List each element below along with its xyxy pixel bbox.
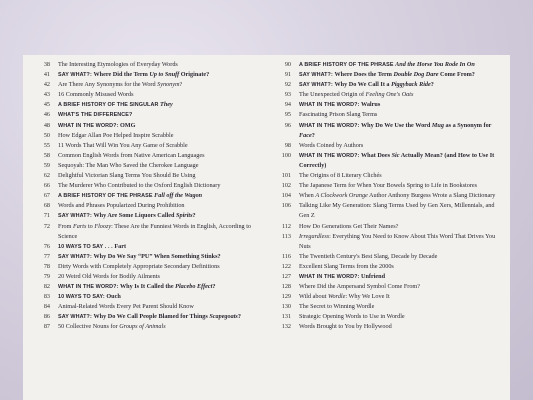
title-text: Spirits bbox=[176, 212, 193, 220]
title-text: Dirty Words with Completely Appropriate Secondary Definitions bbox=[58, 262, 220, 270]
entry-title bbox=[58, 242, 258, 252]
title-text: ? bbox=[212, 283, 216, 291]
page-number: 46 bbox=[43, 111, 50, 119]
entry-title bbox=[299, 110, 499, 120]
toc-entry bbox=[32, 262, 258, 272]
entry-title bbox=[299, 171, 499, 181]
toc-entry bbox=[32, 252, 258, 262]
entry-title bbox=[58, 201, 258, 211]
title-text: Actually Mean? (and How to Use It Correctly) bbox=[299, 151, 495, 169]
page-number: 71 bbox=[43, 212, 50, 220]
title-text: ? bbox=[237, 313, 241, 321]
title-text: Where Did the Ampersand Symbol Come From? bbox=[299, 283, 420, 291]
title-text: Floozy bbox=[94, 222, 112, 230]
page-number: 129 bbox=[281, 293, 291, 301]
title-text: Strategic Opening Words to Use in Wordle bbox=[299, 313, 405, 321]
page-number: 66 bbox=[43, 182, 50, 190]
toc-entry bbox=[273, 70, 499, 80]
section-label: SAY WHAT?: bbox=[58, 72, 94, 79]
toc-entry bbox=[32, 151, 258, 161]
toc-entry bbox=[273, 272, 499, 282]
title-text: The Unexpected Origin of bbox=[299, 91, 366, 99]
toc-entry bbox=[273, 181, 499, 191]
title-text: What Does bbox=[360, 151, 392, 159]
title-text: From bbox=[58, 222, 73, 230]
page-number: 96 bbox=[284, 121, 291, 129]
title-text: : Why We Love It bbox=[345, 293, 390, 301]
entry-title bbox=[299, 121, 499, 141]
toc-entry bbox=[32, 322, 258, 332]
entry-title bbox=[58, 262, 258, 272]
title-text: Why Do We Use the Word bbox=[360, 121, 432, 129]
title-text: ? bbox=[179, 81, 183, 89]
title-text: ? bbox=[192, 212, 196, 220]
page-number: 50 bbox=[43, 131, 50, 139]
title-text: Author Anthony Burgess Wrote a Slang Dictionary bbox=[367, 192, 496, 200]
page-number: 76 bbox=[43, 242, 50, 250]
title-text: Fart bbox=[114, 242, 127, 250]
toc-entry bbox=[32, 110, 258, 120]
title-text: Where Did the Term bbox=[93, 71, 150, 79]
title-text: 20 Weird Old Words for Bodily Ailments bbox=[58, 272, 160, 280]
title-text: The Secret to Winning Wordle bbox=[299, 303, 375, 311]
toc-entry bbox=[273, 292, 499, 302]
title-text: A Clockwork Orange bbox=[315, 192, 368, 200]
title-text: 50 Collective Nouns for bbox=[58, 323, 120, 331]
toc-entry bbox=[273, 100, 499, 110]
entry-title bbox=[299, 80, 499, 90]
title-text: Delightful Victorian Slang Terms You Should Be Using bbox=[58, 172, 196, 180]
page-number: 86 bbox=[43, 313, 50, 321]
title-text: Sic bbox=[391, 151, 400, 159]
entry-title bbox=[299, 151, 499, 171]
page-number: 68 bbox=[43, 202, 50, 210]
title-text: How Edgar Allan Poe Helped Inspire Scrabble bbox=[58, 131, 174, 139]
page-number: 94 bbox=[284, 101, 291, 109]
toc-column-left bbox=[32, 60, 258, 333]
page-number: 82 bbox=[43, 283, 50, 291]
page-number: 127 bbox=[281, 272, 291, 280]
toc-entry bbox=[273, 151, 499, 171]
title-text: Why Are Some Liquors Called bbox=[93, 212, 177, 220]
title-text: Why Do We Call It a bbox=[334, 81, 392, 89]
title-text: Piggyback Ride bbox=[391, 81, 431, 89]
title-text: : These Are the Funniest Words in English, According to Science bbox=[58, 222, 252, 240]
section-label: WHAT IN THE WORD?: bbox=[58, 284, 120, 291]
page-number: 98 bbox=[284, 141, 291, 149]
page-number: 112 bbox=[281, 222, 291, 230]
entry-title bbox=[299, 282, 499, 292]
title-text: Common English Words from Native American Languages bbox=[58, 151, 205, 159]
toc-entry bbox=[273, 232, 499, 252]
toc-entry bbox=[273, 141, 499, 151]
toc-entry bbox=[273, 252, 499, 262]
toc-page bbox=[23, 55, 510, 400]
entry-title bbox=[299, 60, 499, 70]
title-text: OMG bbox=[119, 121, 136, 129]
title-text: : Everything You Need to Know About This Word That Drives You Nuts bbox=[299, 232, 496, 250]
entry-title bbox=[58, 181, 258, 191]
page-number: 132 bbox=[281, 323, 291, 331]
section-label: WHAT'S THE DIFFERENCE? bbox=[58, 112, 133, 119]
section-label: 10 WAYS TO SAY . . . bbox=[58, 243, 115, 250]
toc-entry bbox=[273, 312, 499, 322]
entry-title bbox=[299, 312, 499, 322]
section-label: A BRIEF HISTORY OF THE SINGULAR bbox=[58, 102, 161, 109]
page-number: 104 bbox=[281, 192, 291, 200]
page-number: 45 bbox=[43, 101, 50, 109]
entry-title bbox=[299, 100, 499, 110]
toc-entry bbox=[273, 201, 499, 221]
section-label: SAY WHAT?: bbox=[58, 213, 94, 220]
toc-entry bbox=[273, 191, 499, 201]
title-text: 11 Words That Will Win You Any Game of Scrabble bbox=[58, 141, 188, 149]
page-number: 131 bbox=[281, 313, 291, 321]
title-text: Unfriend bbox=[360, 272, 386, 280]
title-text: Animal-Related Words Every Pet Parent Should Know bbox=[58, 303, 194, 311]
entry-title bbox=[299, 222, 499, 232]
title-text: The Interesting Etymologies of Everyday Words bbox=[58, 61, 178, 68]
entry-title bbox=[58, 161, 258, 171]
entry-title bbox=[299, 70, 499, 80]
entry-title bbox=[58, 282, 258, 292]
page-number: 101 bbox=[281, 172, 291, 180]
page-number: 90 bbox=[284, 61, 291, 68]
page-number: 92 bbox=[284, 81, 291, 89]
toc-entry bbox=[32, 141, 258, 151]
title-text: Originate? bbox=[179, 71, 210, 79]
entry-title bbox=[58, 80, 258, 90]
entry-title bbox=[58, 121, 258, 131]
page-number: 55 bbox=[43, 141, 50, 149]
title-text: The Murderer Who Contributed to the Oxford English Dictionary bbox=[58, 182, 221, 190]
page-number: 102 bbox=[281, 182, 291, 190]
entry-title bbox=[58, 272, 258, 282]
title-text: Groups of Animals bbox=[119, 323, 166, 331]
entry-title bbox=[58, 151, 258, 161]
page-number: 59 bbox=[43, 161, 50, 169]
entry-title bbox=[58, 141, 258, 151]
title-text: Face bbox=[299, 131, 312, 139]
toc-entry bbox=[32, 80, 258, 90]
title-text: Words Coined by Authors bbox=[299, 141, 364, 149]
entry-title bbox=[58, 70, 258, 80]
title-text: ? bbox=[311, 131, 315, 139]
title-text: Ouch bbox=[106, 293, 121, 301]
entry-title bbox=[58, 90, 258, 100]
section-label: WHAT IN THE WORD?: bbox=[299, 152, 361, 159]
toc-entry bbox=[273, 60, 499, 70]
entry-title bbox=[299, 90, 499, 100]
title-text: Why Do We Say “PU” When Something Stinks? bbox=[93, 252, 221, 260]
entry-title bbox=[58, 312, 258, 322]
title-text: Words Brought to You by Hollywood bbox=[299, 323, 392, 331]
title-text: Feeling One's Oats bbox=[365, 91, 414, 99]
entry-title bbox=[58, 60, 258, 70]
title-text: The Japanese Term for When Your Bowels Spring to Life in Bookstores bbox=[299, 182, 478, 190]
page-number: 91 bbox=[284, 71, 291, 79]
title-text: Synonym bbox=[157, 81, 180, 89]
entry-title bbox=[58, 211, 258, 221]
page-number: 130 bbox=[281, 303, 291, 311]
title-text: Irregardless bbox=[299, 232, 330, 240]
page-number: 43 bbox=[43, 91, 50, 99]
toc-entry bbox=[273, 171, 499, 181]
title-text: Fascinating Prison Slang Terms bbox=[299, 111, 378, 119]
page-number: 87 bbox=[43, 323, 50, 331]
page-number: 38 bbox=[43, 61, 50, 68]
entry-title bbox=[58, 100, 258, 110]
title-text: Words and Phrases Popularized During Prohibition bbox=[58, 202, 185, 210]
page-number: 83 bbox=[43, 293, 50, 301]
title-text: Mug bbox=[431, 121, 444, 129]
toc-entry bbox=[32, 60, 258, 70]
page-number: 100 bbox=[281, 151, 291, 159]
title-text: Come From? bbox=[438, 71, 475, 79]
section-label: A BRIEF HISTORY OF THE PHRASE bbox=[299, 62, 396, 68]
title-text: Walrus bbox=[360, 101, 381, 109]
toc-entry bbox=[32, 181, 258, 191]
toc-entry bbox=[32, 292, 258, 302]
section-label: WHAT IN THE WORD?: bbox=[299, 273, 361, 280]
toc-entry bbox=[273, 322, 499, 332]
title-text: Wordle bbox=[327, 293, 346, 301]
page-number: 79 bbox=[43, 272, 50, 280]
title-text: Wild about bbox=[299, 293, 328, 301]
entry-title bbox=[299, 252, 499, 262]
title-text: Where Does the Term bbox=[334, 71, 394, 79]
toc-entry bbox=[32, 121, 258, 131]
page-number: 62 bbox=[43, 172, 50, 180]
section-label: SAY WHAT?: bbox=[299, 72, 335, 79]
page-number: 93 bbox=[284, 91, 291, 99]
entry-title bbox=[299, 141, 499, 151]
title-text: Up to Snuff bbox=[149, 71, 180, 79]
entry-title bbox=[58, 171, 258, 181]
title-text: Farts bbox=[72, 222, 87, 230]
page-number: 78 bbox=[43, 262, 50, 270]
entry-title bbox=[58, 191, 258, 201]
toc-entry bbox=[32, 191, 258, 201]
section-label: SAY WHAT?: bbox=[58, 253, 94, 260]
section-label: WHAT IN THE WORD?: bbox=[58, 122, 120, 129]
title-text: Talking Like My Generation: Slang Terms Used by Gen Xers, Millennials, and Gen Z bbox=[299, 202, 495, 220]
toc-entry bbox=[32, 302, 258, 312]
entry-title bbox=[299, 292, 499, 302]
toc-entry bbox=[32, 100, 258, 110]
toc-entry bbox=[32, 70, 258, 80]
entry-title bbox=[299, 272, 499, 282]
toc-entry bbox=[32, 90, 258, 100]
title-text: Scapegoats bbox=[209, 313, 238, 321]
title-text: When bbox=[299, 192, 316, 200]
title-text: The Origins of 8 Literary Clichés bbox=[299, 172, 382, 180]
title-text: 16 Commonly Misused Words bbox=[58, 91, 134, 99]
toc-entry bbox=[32, 282, 258, 292]
toc-entry bbox=[273, 121, 499, 141]
toc-entry bbox=[273, 80, 499, 90]
toc-entry bbox=[273, 110, 499, 120]
title-text: Fall off the Wagon bbox=[154, 192, 203, 200]
toc-entry bbox=[32, 222, 258, 242]
toc-entry bbox=[32, 272, 258, 282]
entry-title bbox=[58, 252, 258, 262]
title-text: Why Is It Called the bbox=[119, 283, 176, 291]
title-text: Excellent Slang Terms from the 2000s bbox=[299, 262, 394, 270]
title-text: They bbox=[160, 101, 173, 109]
toc-entry bbox=[32, 161, 258, 171]
section-label: WHAT IN THE WORD?: bbox=[299, 122, 361, 129]
title-text: Placebo Effect bbox=[175, 283, 213, 291]
toc-entry bbox=[32, 131, 258, 141]
section-label: SAY WHAT?: bbox=[58, 314, 94, 321]
title-text: Are There Any Synonyms for the Word bbox=[58, 81, 158, 89]
page-number: 48 bbox=[43, 121, 50, 129]
toc-entry bbox=[273, 90, 499, 100]
section-label: WHAT IN THE WORD?: bbox=[299, 102, 361, 109]
toc-entry bbox=[273, 282, 499, 292]
page-number: 42 bbox=[43, 81, 50, 89]
entry-title bbox=[58, 110, 258, 120]
page-number: 122 bbox=[281, 262, 291, 270]
toc-entry bbox=[32, 312, 258, 322]
title-text: Sequoyah: The Man Who Saved the Cherokee Language bbox=[58, 161, 199, 169]
title-text: as a Synonym for bbox=[443, 121, 492, 129]
page-number: 116 bbox=[281, 252, 291, 260]
entry-title bbox=[58, 222, 258, 242]
toc-entry bbox=[32, 242, 258, 252]
entry-title bbox=[299, 191, 499, 201]
toc-column-right bbox=[273, 60, 499, 333]
entry-title bbox=[299, 201, 499, 221]
section-label: SAY WHAT?: bbox=[299, 82, 335, 89]
toc-entry bbox=[273, 262, 499, 272]
section-label: A BRIEF HISTORY OF THE PHRASE bbox=[58, 193, 155, 200]
title-text: ? bbox=[430, 81, 434, 89]
entry-title bbox=[299, 302, 499, 312]
entry-title bbox=[299, 181, 499, 191]
toc-entry bbox=[273, 222, 499, 232]
title-text: Double Dog Dare bbox=[393, 71, 439, 79]
entry-title bbox=[58, 292, 258, 302]
page-number: 106 bbox=[281, 202, 291, 210]
entry-title bbox=[299, 262, 499, 272]
title-text: How Do Generations Get Their Names? bbox=[299, 222, 399, 230]
page-number: 41 bbox=[43, 71, 50, 79]
page-number: 67 bbox=[43, 192, 50, 200]
page-number: 84 bbox=[43, 303, 50, 311]
page-number: 58 bbox=[43, 151, 50, 159]
page-number: 77 bbox=[43, 252, 50, 260]
section-label: 10 WAYS TO SAY: bbox=[58, 294, 107, 301]
toc-entry bbox=[32, 211, 258, 221]
title-text: The Twentieth Century's Best Slang, Decade by Decade bbox=[299, 252, 438, 260]
page-number: 128 bbox=[281, 283, 291, 291]
page-number: 113 bbox=[281, 232, 291, 240]
toc-entry bbox=[273, 302, 499, 312]
entry-title bbox=[58, 322, 258, 332]
page-number: 72 bbox=[43, 222, 50, 230]
toc-entry bbox=[32, 171, 258, 181]
entry-title bbox=[58, 131, 258, 141]
title-text: to bbox=[86, 222, 95, 230]
entry-title bbox=[299, 322, 499, 332]
entry-title bbox=[58, 302, 258, 312]
title-text: And the Horse You Rode In On bbox=[395, 61, 475, 68]
page-number: 95 bbox=[284, 111, 291, 119]
entry-title bbox=[299, 232, 499, 252]
toc-entry bbox=[32, 201, 258, 211]
title-text: Why Do We Call People Blamed for Things bbox=[93, 313, 210, 321]
